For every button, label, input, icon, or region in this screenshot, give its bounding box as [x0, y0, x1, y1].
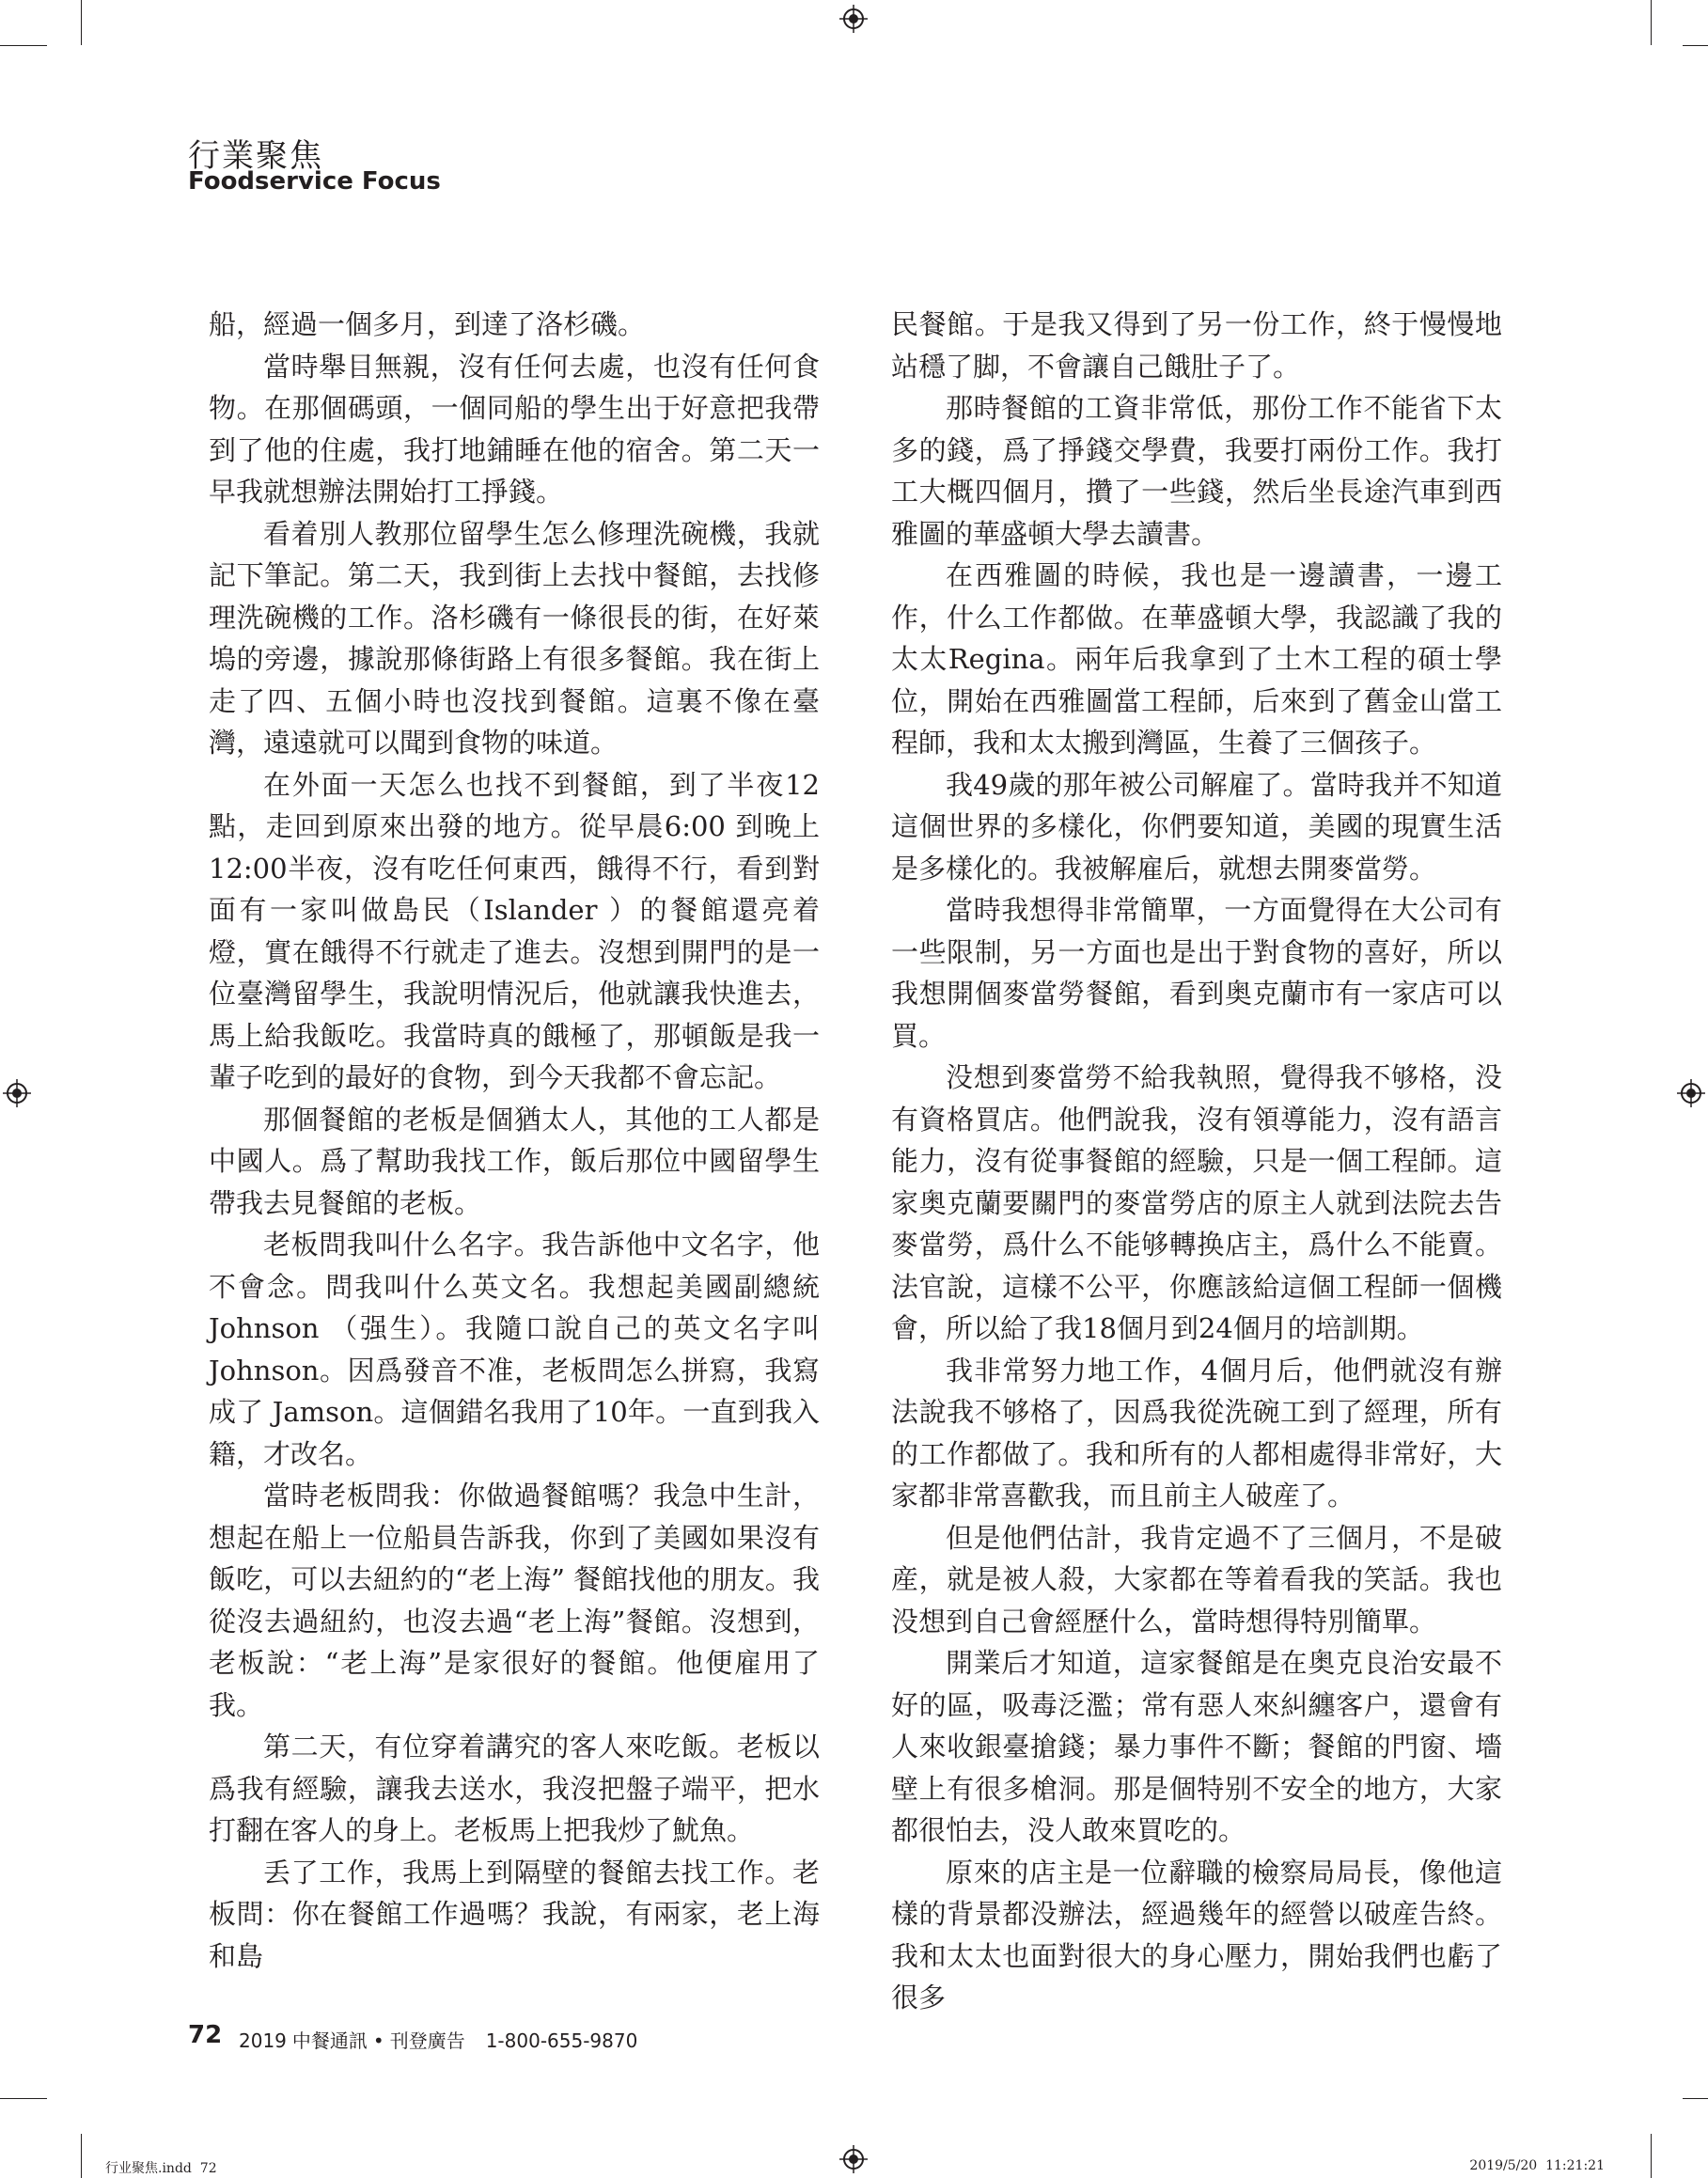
- paragraph: 在西雅圖的時候，我也是一邊讀書，一邊工作，什么工作都做。在華盛頓大學，我認識了我的太太Regina。兩年后我拿到了土木工程的碩士學位，開始在西雅圖當工程師，后來到了舊金山當工程師，我和太太搬到灣區，生養了三個孩子。: [891, 559, 1502, 759]
- paragraph: 那時餐館的工資非常低，那份工作不能省下太多的錢，爲了掙錢交學費，我要打兩份工作。我打工大概四個月，攢了一些錢，然后坐長途汽車到西雅圖的華盛頓大學去讀書。: [891, 392, 1502, 550]
- crop-mark: [1683, 45, 1708, 46]
- footer-publication: 中餐通訊: [291, 2029, 368, 2052]
- footer-phone: 1-800-655-9870: [485, 2029, 638, 2052]
- paragraph: 看着別人教那位留學生怎么修理洗碗機，我就記下筆記。第二天，我到街上去找中餐館，去找修理洗碗機的工作。洛杉磯有一條很長的街，在好萊塢的旁邊，據說那條街路上有很多餐館。我在街上走了四、五個小時也沒找到餐館。這裏不像在臺灣，遠遠就可以聞到食物的味道。: [209, 517, 820, 759]
- paragraph: 船，經過一個多月，到達了洛杉磯。: [209, 308, 646, 340]
- footer-year: 2019: [239, 2029, 287, 2052]
- paragraph: 我非常努力地工作，4個月后，他們就沒有辦法說我不够格了，因爲我從洗碗工到了經理，所有的工作都做了。我和所有的人都相處得非常好，大家都非常喜歡我，而且前主人破産了。: [891, 1354, 1502, 1512]
- paragraph: 原來的店主是一位辭職的檢察局局長，像他這樣的背景都没辦法，經過幾年的經營以破産告終。我和太太也面對很大的身心壓力，開始我們也虧了很多: [891, 1856, 1502, 2013]
- paragraph: 當時我想得非常簡單，一方面覺得在大公司有一些限制，另一方面也是出于對食物的喜好，所以我想開個麥當勞餐館，看到奥克蘭市有一家店可以買。: [891, 894, 1502, 1052]
- slug-file-info: [105, 2158, 217, 2177]
- slug-date: 2019/5/20: [1469, 2158, 1538, 2173]
- paragraph: 當時舉目無親，沒有任何去處，也沒有任何食物。在那個碼頭，一個同船的學生出于好意把我帶到了他的住處，我打地鋪睡在他的宿舍。第二天一早我就想辦法開始打工掙錢。: [209, 350, 820, 508]
- page-number: 72: [188, 2021, 223, 2049]
- paragraph: 没想到麥當勞不給我執照，覺得我不够格，没有資格買店。他們說我，沒有領導能力，沒有語言能力，沒有從事餐館的經驗，只是一個工程師。這家奥克蘭要關門的麥當勞店的原主人就到法院去告麥當勞，爲什么不能够轉换店主，爲什么不能賣。法官說，這樣不公平，你應該給這個工程師一個機會，所以給了我18個月到24個月的培訓期。: [891, 1061, 1502, 1344]
- crop-mark: [81, 0, 82, 45]
- article-column-right: [891, 304, 1502, 2019]
- paragraph: 開業后才知道，這家餐館是在奥克良治安最不好的區，吸毒泛濫；常有惡人來糾纏客户，還會有人來收銀臺搶錢；暴力事件不斷；餐館的門窗、墻壁上有很多槍洞。那是個特别不安全的地方，大家都很怕去，没人敢來買吃的。: [891, 1647, 1502, 1846]
- paragraph: 老板問我叫什么名字。我告訴他中文名字，他不會念。問我叫什么英文名。我想起美國副總統 Johnson （强生）。我隨口說自己的英文名字叫Johnson。因爲發音不准，老板問怎么拼寫，我寫成了 Jamson。這個錯名我用了10年。一直到我入籍，才改名。: [209, 1229, 820, 1470]
- crop-mark: [0, 45, 47, 46]
- paragraph: 我49歲的那年被公司解雇了。當時我并不知道這個世界的多樣化，你們要知道，美國的現實生活是多樣化的。我被解雇后，就想去開麥當勞。: [891, 768, 1502, 885]
- footer-info: [239, 2026, 643, 2053]
- registration-mark-icon: [1677, 1079, 1705, 1107]
- paragraph: 第二天，有位穿着講究的客人來吃飯。老板以爲我有經驗，讓我去送水，我沒把盤子端平，把水打翻在客人的身上。老板馬上把我炒了魷魚。: [209, 1731, 820, 1846]
- crop-mark: [81, 2134, 82, 2178]
- crop-mark: [1683, 2098, 1708, 2099]
- article-column-left: [209, 304, 820, 1977]
- registration-mark-icon: [839, 2145, 868, 2173]
- paragraph: 在外面一天怎么也找不到餐館，到了半夜12點，走回到原來出發的地方。從早晨6:00 到晚上12:00半夜，沒有吃任何東西，餓得不行，看到對面有一家叫做島民（Islander ）的餐館還亮着燈，實在餓得不行就走了進去。沒想到開門的是一位臺灣留學生，我說明情況后，他就讓我快進去，馬上給我飯吃。我當時真的餓極了，那頓飯是我一輩子吃到的最好的食物，到今天我都不會忘記。: [209, 768, 820, 1093]
- slug-page: 72: [199, 2161, 217, 2176]
- crop-mark: [1651, 2134, 1652, 2178]
- registration-mark-icon: [839, 5, 868, 33]
- slug-date-info: [1469, 2158, 1605, 2173]
- section-subtitle: Foodservice Focus: [188, 167, 441, 196]
- slug-file: 行业聚焦.indd: [105, 2161, 192, 2176]
- crop-mark: [0, 2098, 47, 2099]
- crop-mark: [1651, 0, 1652, 45]
- registration-mark-icon: [3, 1079, 31, 1107]
- section-title: 行業聚焦: [188, 137, 323, 175]
- footer-bullet: •: [372, 2029, 384, 2052]
- paragraph: 但是他們估計，我肯定過不了三個月，不是破産，就是被人殺，大家都在等着看我的笑話。我也没想到自己會經歷什么，當時想得特別簡單。: [891, 1521, 1502, 1637]
- paragraph: 當時老板問我：你做過餐館嗎？我急中生計，想起在船上一位船員告訴我，你到了美國如果沒有飯吃，可以去紐約的“老上海” 餐館找他的朋友。我從沒去過紐約，也沒去過“老上海”餐館。沒想到，老板說：“老上海”是家很好的餐館。他便雇用了我。: [209, 1480, 820, 1721]
- paragraph: 那個餐館的老板是個猶太人，其他的工人都是中國人。爲了幫助我找工作，飯后那位中國留學生帶我去見餐館的老板。: [209, 1103, 820, 1219]
- slug-time: 11:21:21: [1545, 2158, 1605, 2173]
- paragraph: 丢了工作，我馬上到隔壁的餐館去找工作。老板問：你在餐館工作過嗎？我說，有兩家，老上海和島: [209, 1856, 820, 1972]
- footer-ad-label: 刊登廣告: [389, 2029, 465, 2052]
- paragraph: 民餐館。于是我又得到了另一份工作，終于慢慢地站穩了脚，不會讓自己餓肚子了。: [891, 308, 1502, 383]
